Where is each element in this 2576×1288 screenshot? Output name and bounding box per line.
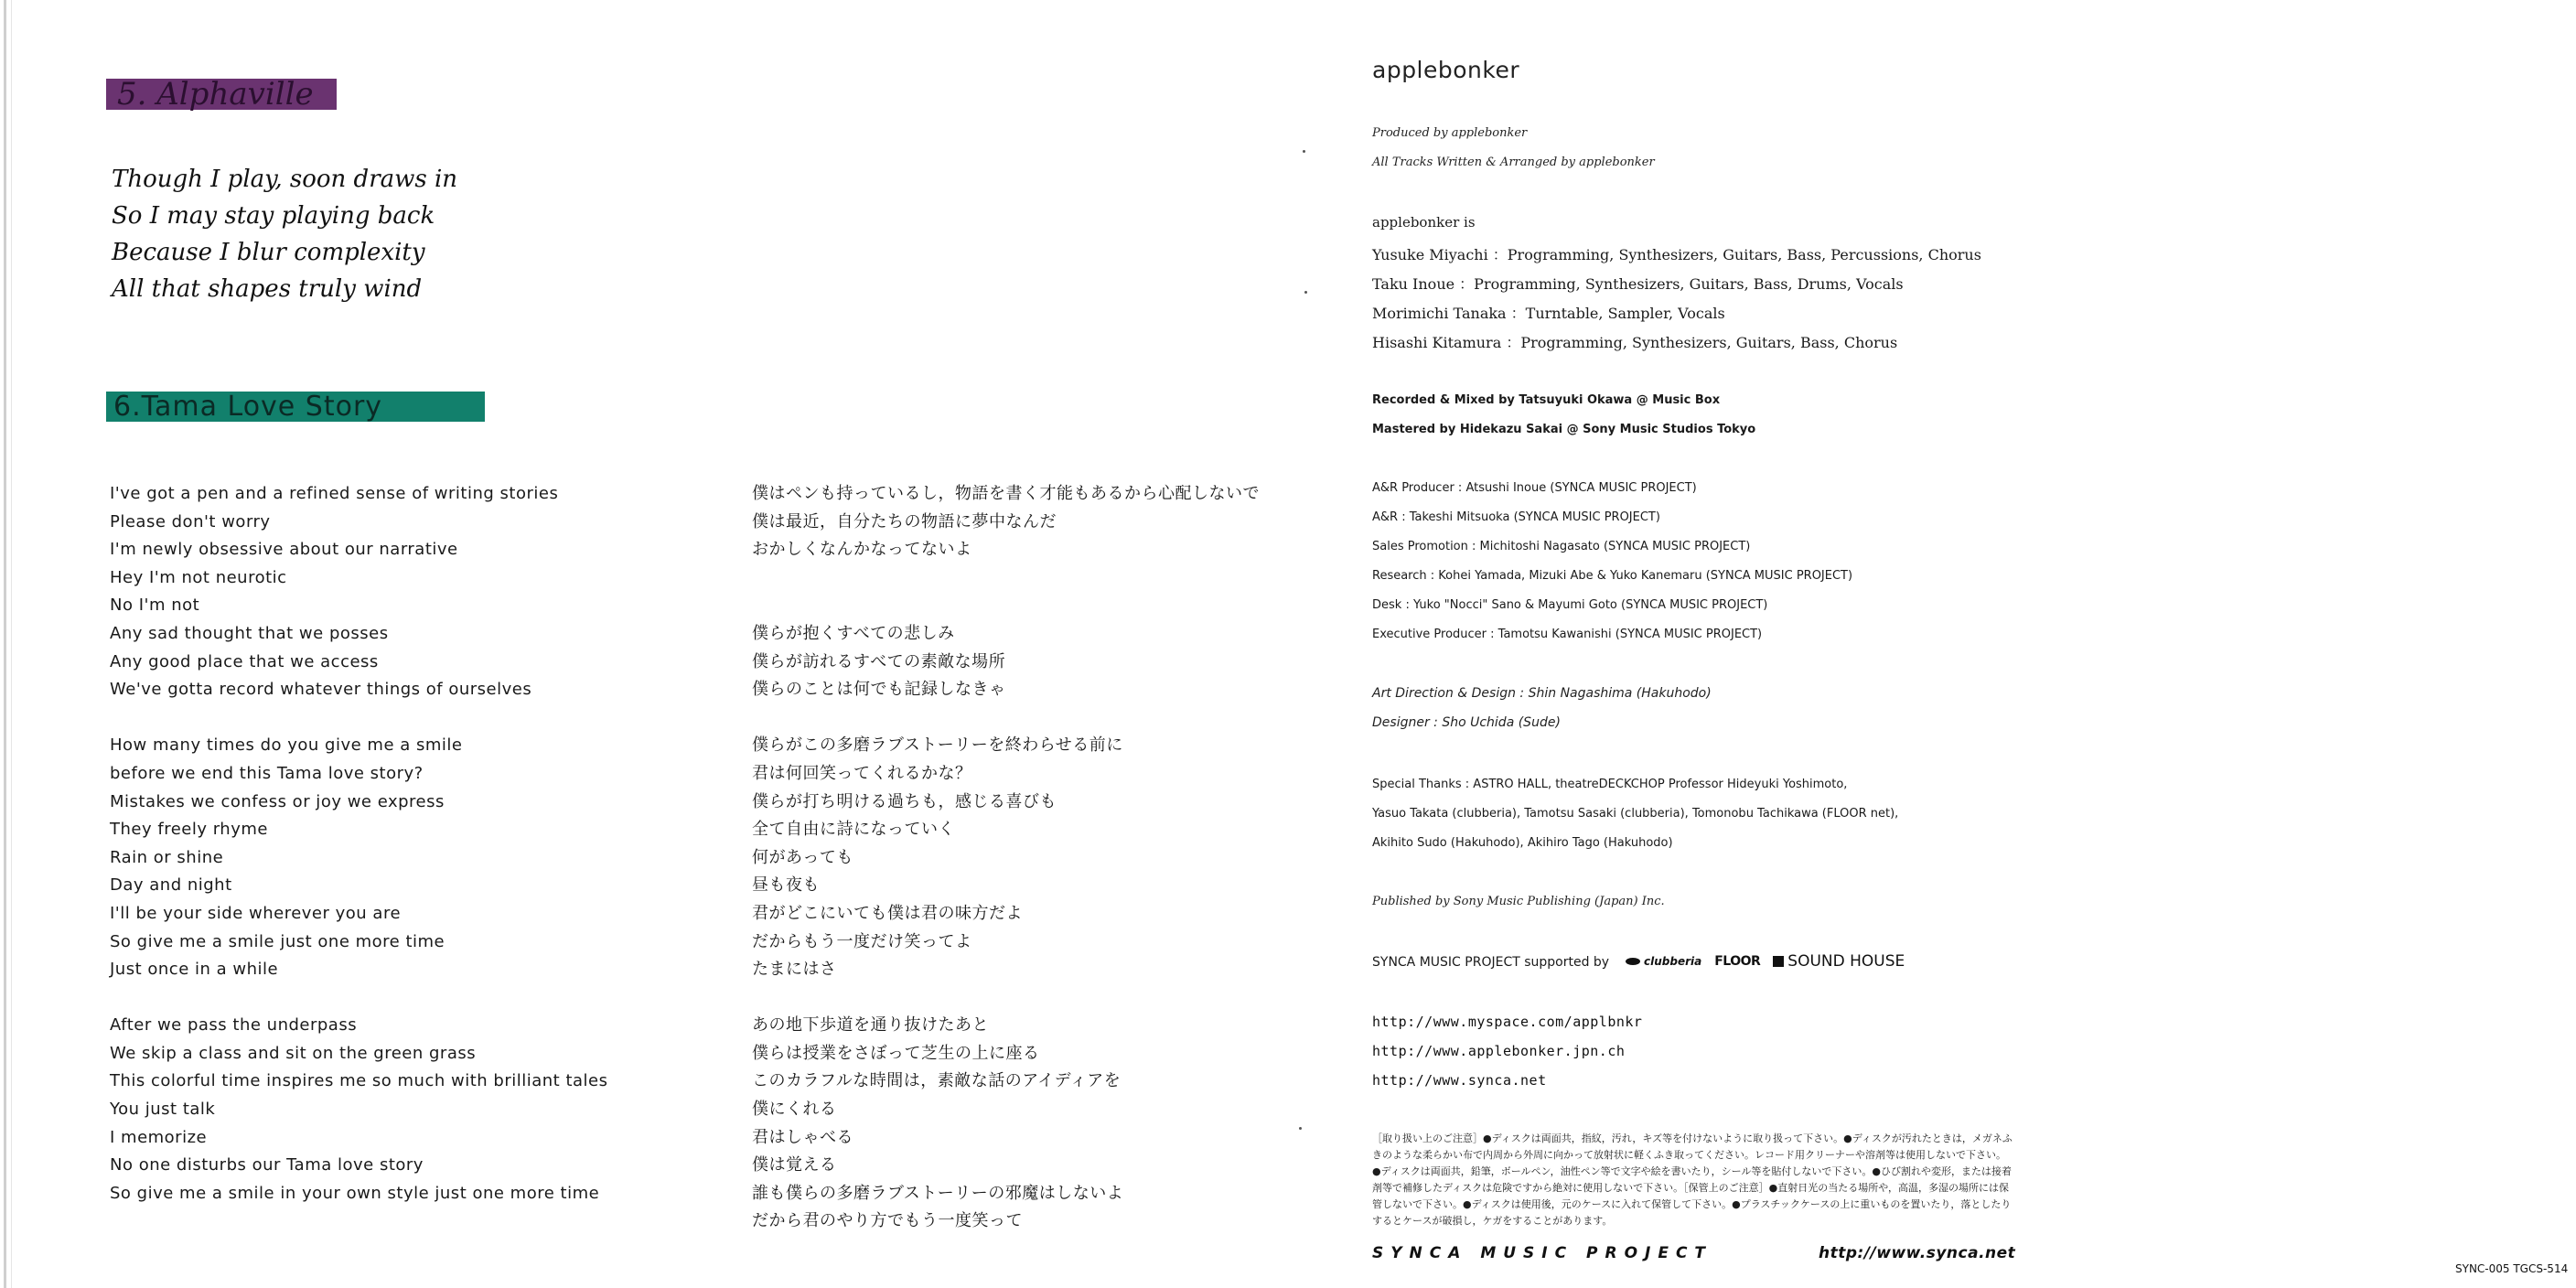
lyric-spacer: [752, 564, 1260, 593]
lyric-line: So give me a smile in your own style just one more time: [110, 1183, 600, 1203]
lyric-line: Mistakes we confess or joy we express: [110, 791, 445, 811]
staff-line: Research : Kohei Yamada, Mizuki Abe & Yuko Kanemaru (SYNCA MUSIC PROJECT): [1372, 569, 1853, 583]
lyric-line: たまにはさ: [752, 960, 837, 980]
clubberia-logo-text: clubberia: [1644, 955, 1702, 968]
catalog-number: SYNC-005 TGCS-514: [2455, 1262, 2569, 1275]
sound-house-logo: [1773, 952, 1905, 971]
lyric-line: I'll be your side wherever you are: [110, 903, 402, 923]
lyric-line: だから君のやり方でもう一度笑って: [752, 1211, 1023, 1231]
clubberia-mark-icon: [1625, 957, 1641, 966]
lyric-line: 僕らが抱くすべての悲しみ: [752, 623, 955, 643]
staff-line: Desk : Yuko "Nocci" Sano & Mayumi Goto (SYNCA MUSIC PROJECT): [1372, 598, 1768, 612]
lyric-line: 昼も夜も: [752, 875, 820, 896]
print-speck: [1303, 150, 1305, 153]
song6-title: 6.Tama Love Story: [106, 392, 485, 422]
thanks-line: Special Thanks : ASTRO HALL, theatreDECKCHOP Professor Hideyuki Yoshimoto,: [1372, 778, 1848, 791]
poem-line: Because I blur complexity: [112, 239, 425, 266]
song5-title: 5. Alphaville: [106, 79, 337, 110]
lyric-line: Just once in a while: [110, 960, 279, 980]
staff-line: A&R : Takeshi Mitsuoka (SYNCA MUSIC PROJECT): [1372, 510, 1660, 524]
lyric-line: 僕らのことは何でも記録しなきゃ: [752, 680, 1006, 700]
poem-line: All that shapes truly wind: [112, 275, 423, 303]
poem-line: So I may stay playing back: [112, 202, 435, 230]
thanks-line: Yasuo Takata (clubberia), Tamotsu Sasaki (clubberia), Tomonobu Tachikawa (FLOOR net),: [1372, 807, 1899, 821]
lyric-line: We've gotta record whatever things of ourselves: [110, 680, 532, 700]
lyric-line: I'm newly obsessive about our narrative: [110, 540, 458, 560]
japanese-lyrics: [752, 480, 1260, 1236]
lyric-line: 僕は覚える: [752, 1155, 837, 1175]
lyric-spacer: [752, 984, 1260, 1013]
sound-house-logo-text: SOUND HOUSE: [1787, 952, 1905, 971]
lyric-line: 僕らが訪れるすべての素敵な場所: [752, 651, 1006, 671]
lyric-line: 誰も僕らの多磨ラブストーリーの邪魔はしないよ: [752, 1183, 1124, 1203]
produced-credit: Produced by applebonker: [1372, 126, 1528, 140]
lyric-line: 僕らは授業をさぼって芝生の上に座る: [752, 1043, 1040, 1063]
lyric-spacer: [752, 704, 1260, 733]
lyric-line: 僕はペンも持っているし，物語を書く才能もあるから心配しないで: [752, 484, 1260, 503]
lyric-spacer: [110, 984, 608, 1013]
page-edge: [4, 0, 6, 1288]
alphaville-lyrics: [112, 161, 457, 307]
lyric-line: So give me a smile just one more time: [110, 931, 445, 951]
lyric-line: Any good place that we access: [110, 651, 379, 671]
handling-notice: ［取り扱い上のご注意］●ディスクは両面共，指紋，汚れ，キズ等を付けないように取り扱って下さい。●ディスクが汚れたときは，メガネふきのような柔らかい布で内周から外周に向かって放射状に軽くふき取ってください。レコード用クリーナーや溶剤等は使用しないで下さい。●ディスクは両面共，鉛筆，ボールペン，油性ペン等で文字や絵を書いたり，シール等を貼付しないで下さい。●ひび割れや変形，または接着剤等で補修したディスクは危険ですから絶対に使用しないで下さい。［保管上のご注意］●直射日光の当たる場所や，高温，多湿の場所には保管しないで下さい。●ディスクは使用後，元のケースに入れて保管して下さい。●プラスチックケースの上に重いものを置いたり，落としたりするとケースが破損し，ケガをすることがあります。: [1372, 1132, 2012, 1227]
thanks-line: Akihito Sudo (Hakuhodo), Akihiro Tago (Hakuhodo): [1372, 836, 1673, 850]
floor-logo: FLOOR: [1714, 954, 1761, 969]
lyric-line: Please don't worry: [110, 511, 271, 531]
url-myspace[interactable]: http://www.myspace.com/applbnkr: [1372, 1014, 1643, 1030]
lyric-line: You just talk: [110, 1100, 216, 1120]
lyric-line: We skip a class and sit on the green grass: [110, 1043, 477, 1063]
lyric-line: 僕は最近，自分たちの物語に夢中なんだ: [752, 511, 1057, 531]
sound-house-mark-icon: [1773, 956, 1784, 967]
lyric-line: このカラフルな時間は，素敵な話のアイディアを: [752, 1071, 1122, 1091]
english-lyrics: [110, 480, 608, 1208]
lyric-line: 君は何回笑ってくれるかな？: [752, 763, 972, 783]
lyric-line: 君がどこにいても僕は君の味方だよ: [752, 903, 1023, 923]
lyric-line: How many times do you give me a smile: [110, 735, 463, 756]
staff-line: A&R Producer : Atsushi Inoue (SYNCA MUSIC PROJECT): [1372, 481, 1697, 495]
lyric-line: 何があっても: [752, 847, 853, 867]
designer-credit: Designer : Sho Uchida (Sude): [1372, 715, 1561, 730]
lyric-line: This colorful time inspires me so much with brilliant tales: [110, 1071, 608, 1091]
lyric-line: 全て自由に詩になっていく: [752, 820, 955, 840]
lyric-line: After we pass the underpass: [110, 1015, 358, 1036]
mastered-credit: Mastered by Hidekazu Sakai @ Sony Music Studios Tokyo: [1372, 423, 1756, 436]
member-line: Yusuke Miyachi ：Programming, Synthesizers, Guitars, Bass, Percussions, Chorus: [1372, 246, 1981, 263]
lyric-spacer: [110, 704, 608, 733]
footer-project-name: SYNCA MUSIC PROJECT: [1372, 1244, 1713, 1262]
url-applebonker[interactable]: http://www.applebonker.jpn.ch: [1372, 1043, 1626, 1059]
lyric-line: 僕らがこの多磨ラブストーリーを終わらせる前に: [752, 735, 1123, 756]
url-synca[interactable]: http://www.synca.net: [1372, 1072, 1547, 1089]
member-line: Taku Inoue ：Programming, Synthesizers, Guitars, Bass, Drums, Vocals: [1372, 275, 1904, 293]
lyric-line: だからもう一度だけ笑ってよ: [752, 931, 972, 951]
lyric-line: Day and night: [110, 875, 232, 896]
publisher-credit: Published by Sony Music Publishing (Japan) Inc.: [1372, 895, 1665, 908]
footer: [1372, 1244, 2016, 1262]
lyric-line: Rain or shine: [110, 847, 224, 867]
lyric-line: 僕らが打ち明ける過ちも，感じる喜びも: [752, 791, 1057, 811]
lyric-line: No one disturbs our Tama love story: [110, 1155, 424, 1175]
lyric-line: Hey I'm not neurotic: [110, 567, 287, 587]
lyric-line: They freely rhyme: [110, 820, 268, 840]
lyric-line: I've got a pen and a refined sense of writing stories: [110, 484, 559, 503]
footer-url[interactable]: http://www.synca.net: [1819, 1244, 2016, 1262]
lyric-line: あの地下歩道を通り抜けたあと: [752, 1015, 989, 1036]
lyric-line: Any sad thought that we posses: [110, 623, 389, 643]
artist-name: applebonker: [1372, 57, 1520, 83]
staff-line: Sales Promotion : Michitoshi Nagasato (SYNCA MUSIC PROJECT): [1372, 540, 1751, 553]
members-heading: applebonker is: [1372, 214, 1476, 231]
sponsor-logos: [1625, 951, 1905, 971]
art-direction-credit: Art Direction & Design : Shin Nagashima (Hakuhodo): [1372, 686, 1712, 701]
print-speck: [1299, 1127, 1302, 1130]
lyric-line: 君はしゃべる: [752, 1127, 853, 1147]
member-line: Hisashi Kitamura ：Programming, Synthesizers, Guitars, Bass, Chorus: [1372, 334, 1898, 351]
lyric-line: 僕にくれる: [752, 1100, 837, 1120]
recorded-credit: Recorded & Mixed by Tatsuyuki Okawa @ Music Box: [1372, 393, 1721, 407]
page-edge-line: [11, 0, 12, 1288]
lyric-line: No I'm not: [110, 596, 200, 616]
lyric-line: before we end this Tama love story?: [110, 763, 424, 783]
member-line: Morimichi Tanaka ：Turntable, Sampler, Vocals: [1372, 305, 1725, 322]
lyric-line: I memorize: [110, 1127, 208, 1147]
lyric-line: おかしくなんかなってないよ: [752, 540, 972, 560]
staff-line: Executive Producer : Tamotsu Kawanishi (SYNCA MUSIC PROJECT): [1372, 628, 1763, 641]
poem-line: Though I play, soon draws in: [112, 166, 458, 193]
print-speck: [1304, 291, 1307, 294]
written-credit: All Tracks Written & Arranged by applebonker: [1372, 156, 1655, 169]
lyric-spacer: [752, 592, 1260, 620]
supported-by-text: SYNCA MUSIC PROJECT supported by: [1372, 955, 1610, 970]
clubberia-logo: [1625, 955, 1701, 968]
